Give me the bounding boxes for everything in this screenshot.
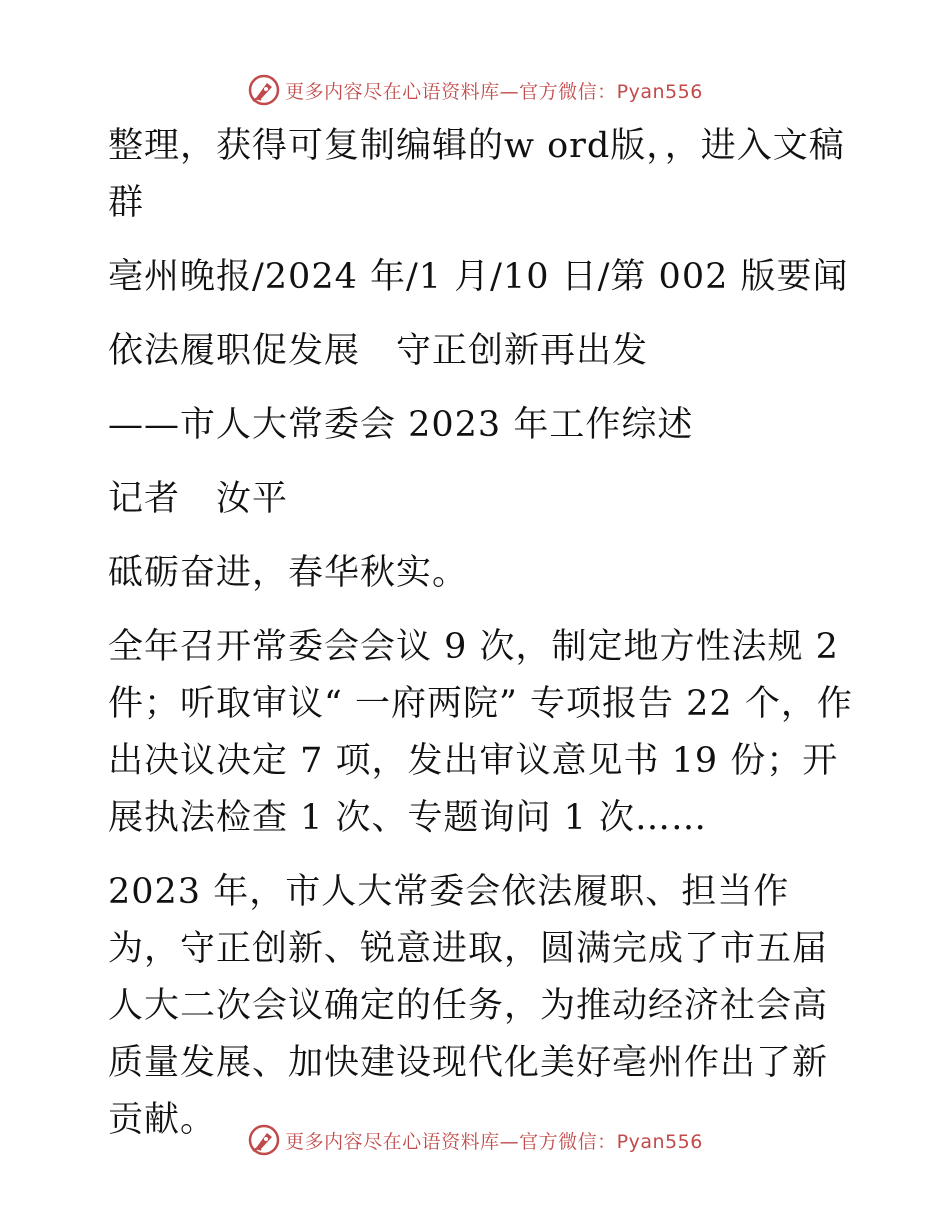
publication-meta: 亳州晚报/2024 年/1 月/10 日/第 002 版要闻 xyxy=(108,257,849,297)
reporter-byline: 记者 汝平 xyxy=(108,479,289,519)
intro-paragraph: 整理，获得可复制编辑的w ord版，，进入文稿群 xyxy=(108,126,845,223)
article-title: 依法履职促发展 守正创新再出发 xyxy=(108,331,649,371)
pen-nib-logo-icon xyxy=(247,73,281,107)
footer-banner-text: 更多内容尽在心语资料库—官方微信：Pyan556 xyxy=(285,1130,703,1153)
body-paragraph-2: 2023 年，市人大常委会依法履职、担当作为，守正创新、锐意进取，圆满完成了市五届人大二次会议确定的任务，为推动经济社会高质量发展、加快建设现代化美好亳州作出了新贡献。 xyxy=(108,872,829,1140)
footer-banner xyxy=(0,1120,950,1160)
pen-nib-logo-icon xyxy=(247,1123,281,1157)
document-body xyxy=(98,118,858,1149)
header-banner-text: 更多内容尽在心语资料库—官方微信：Pyan556 xyxy=(285,80,703,103)
article-subtitle: ——市人大常委会 2023 年工作综述 xyxy=(108,405,694,445)
lead-sentence: 砥砺奋进，春华秋实。 xyxy=(108,553,469,593)
body-paragraph-1: 全年召开常委会会议 9 次，制定地方性法规 2 件；听取审议“ 一府两院” 专项报告 22 个，作出决议决定 7 项，发出审议意见书 19 份；开展执法检查 1 次、专题询问 1 次…… xyxy=(108,627,853,838)
header-banner xyxy=(0,70,950,110)
